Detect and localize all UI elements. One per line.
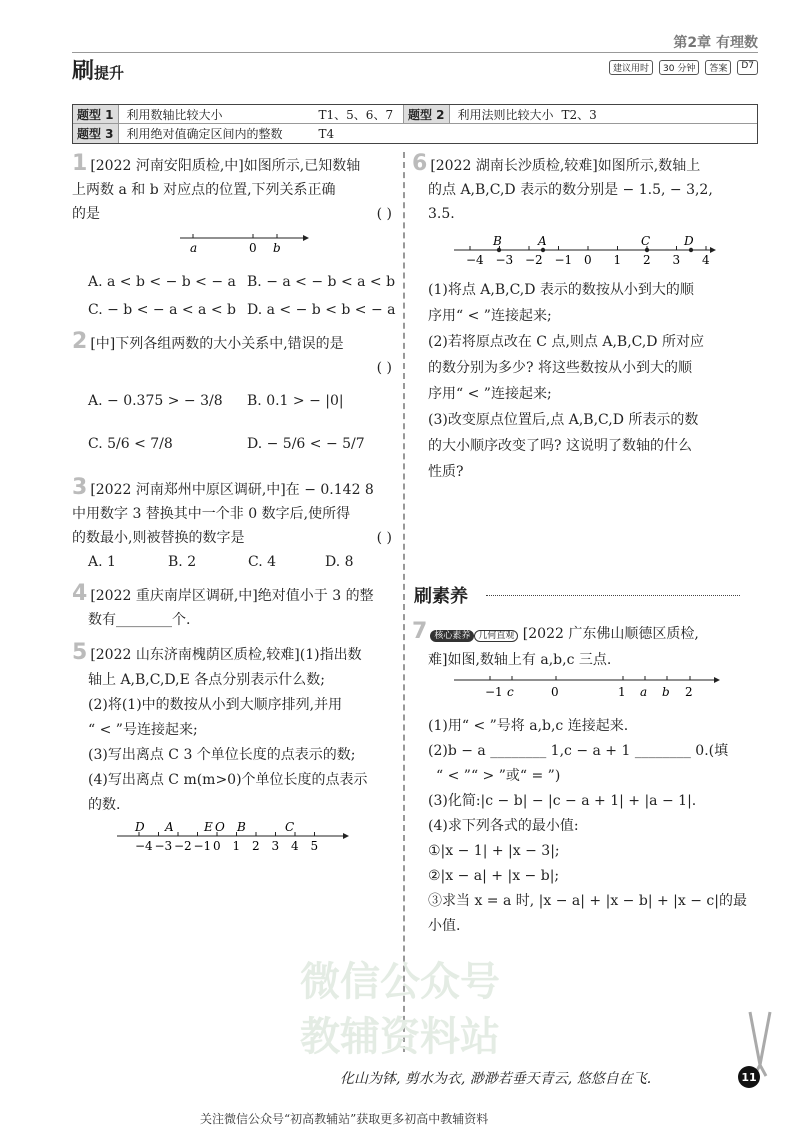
tick-label: −2 (174, 839, 192, 853)
svg-text:C: C (285, 822, 295, 834)
q1-option-b: B. − a < − b < a < b (247, 274, 396, 290)
svg-text:A: A (165, 822, 174, 834)
header-rule (72, 52, 758, 53)
question-3: 3 [2022 河南郑州中原区调研,中]在 − 0.142 8 中用数字 3 替换其中一个非 0 数字后,使所得 的数最小,则被替换的数字是 ( ) (72, 475, 392, 546)
section-dots (486, 595, 740, 596)
time-value: 30 分钟 (659, 60, 699, 75)
tick-label: 4 (291, 839, 299, 853)
tick-label: −3 (154, 839, 173, 853)
question-6: 6 [2022 湖南长沙质检,较难]如图所示,数轴上 的点 A,B,C,D 表示的数分别是 − 1.5, − 3,2, 3.5. (412, 151, 713, 222)
tick-label: −4 (466, 253, 484, 267)
tick-label: 5 (310, 839, 319, 853)
tick-label: 3 (672, 253, 681, 267)
answer-label: 答案 (705, 60, 731, 75)
q6-number-line (452, 234, 722, 270)
svg-text:D: D (684, 234, 694, 248)
answer-page: D7 (737, 60, 758, 75)
q1-option-c: C. − b < − a < a < b (88, 302, 236, 318)
q2-option-a: A. − 0.375 > − 3/8 (88, 393, 223, 409)
q3-option-d: D. 8 (325, 554, 354, 570)
tick-label: 0 (551, 685, 559, 699)
footer-note: 关注微信公众号“初高教辅站”获取更多初高中教辅资料 (200, 1112, 489, 1126)
question-7: 7 核心素养 几何直观 [2022 广东佛山顺德区质检, 难]如图,数轴上有 a,b,c 三点. (412, 619, 699, 668)
point-dot (497, 248, 501, 252)
tick-label: −1 (193, 839, 212, 853)
tick-label: −4 (135, 839, 153, 853)
tick-label: 0 (584, 253, 592, 267)
tick-label: b (662, 685, 670, 699)
time-label: 建议用时 (609, 60, 653, 75)
q3-option-a: A. 1 (88, 554, 116, 570)
point-dot (689, 248, 693, 252)
section-title: 刷素养 (414, 586, 468, 607)
tick-label: 4 (702, 253, 710, 267)
point-dot (541, 248, 545, 252)
q7-parts: (1)用“ < ”号将 a,b,c 连接起来. (2)b − a ________ 1,c − a + 1 ________ 0.(填 “ < ”“ > ”或“ = ”) (3)化简:|c − b| − |c − a + 1| + |a − 1|. (4)求下列各式的最小值: ①|x − 1| + |x − 3|; ②|x − a| + |x − b|; ③求当 x = a 时, |x − a| + |x − b| + |x − c|的最 小值. (428, 718, 747, 934)
tick-label: 1 (232, 839, 241, 853)
svg-text:B: B (493, 234, 502, 248)
tick-label: −1 (554, 253, 573, 267)
tick-label: 2 (685, 685, 693, 699)
question-1: 1 [2022 河南安阳质检,中]如图所示,已知数轴 上两数 a 和 b 对应点的位置,下列关系正确 的是 ( ) (72, 151, 392, 222)
tick-label: −2 (525, 253, 543, 267)
svg-text:b: b (273, 241, 281, 255)
point-dot (645, 248, 649, 252)
q2-option-b: B. 0.1 > − |0| (247, 393, 344, 409)
tick-label: 0 (213, 839, 221, 853)
chapter-title: 第2章 有理数 (673, 35, 758, 51)
q6-parts: (1)将点 A,B,C,D 表示的数按从小到大的顺 序用“ < ”连接起来; (2)若将原点改在 C 点,则点 A,B,C,D 所对应 的数分别为多少? 将这些数按从小到大的顺 序用“ < ”连接起来; (3)改变原点位置后,点 A,B,C,D 所表示的数 的大小顺序改变了吗? 这说明了数轴的什么 性质? (428, 282, 704, 480)
q1-number-line (175, 226, 315, 256)
q7-number-line (452, 672, 732, 704)
svg-text:E: E (204, 822, 213, 834)
tick-label: 2 (252, 839, 260, 853)
question-2: 2 [中]下列各组两数的大小关系中,错误的是 ( ) (72, 329, 392, 376)
q5-number-line (115, 822, 355, 856)
q2-option-c: C. 5/6 < 7/8 (88, 436, 173, 452)
question-types-table: 题型 1 利用数轴比较大小 T1、5、6、7 题型 2 利用法则比较大小 T2、3 题型 3 利用绝对值确定区间内的整数 T4 (72, 104, 758, 144)
svg-text:A: A (538, 234, 547, 248)
svg-text:a: a (190, 241, 198, 255)
brand: 刷提升 (72, 59, 125, 84)
q3-option-b: B. 2 (168, 554, 197, 570)
tick-label: 3 (271, 839, 280, 853)
tick-label: 2 (643, 253, 651, 267)
column-divider (403, 152, 405, 1052)
tick-label: −1 (485, 685, 503, 699)
svg-text:C: C (641, 234, 651, 248)
svg-text:B: B (237, 822, 246, 834)
svg-text:O: O (215, 822, 225, 834)
question-5: 5 [2022 山东济南槐荫区质检,较难](1)指出数 轴上 A,B,C,D,E 各点分别表示什么数; (2)将(1)中的数按从小到大顺序排列,并用 “ < ”号连接起来; (3)写出离点 C 3 个单位长度的点表示的数; (4)写出离点 C m(m>0)个单位长度的点表示 的数. (72, 640, 368, 813)
q3-option-c: C. 4 (248, 554, 277, 570)
tick-label: −3 (495, 253, 514, 267)
watermark-line-2: 教辅资料站 (300, 1014, 500, 1060)
tick-label: 1 (618, 685, 626, 699)
q2-option-d: D. − 5/6 < − 5/7 (247, 436, 365, 452)
tick-label: 1 (613, 253, 622, 267)
tick-label: a (640, 685, 648, 699)
watermark-line-1: 微信公众号 (300, 959, 500, 1005)
footer-poem: 化山为钵, 剪水为衣, 渺渺若垂天青云, 悠悠自在飞. (340, 1071, 652, 1087)
tick-label: c (507, 685, 514, 699)
time-info (609, 60, 758, 75)
svg-text:D: D (135, 822, 145, 834)
question-4: 4 [2022 重庆南岸区调研,中]绝对值小于 3 的整 数有________个. (72, 581, 374, 628)
page-number: 11 (738, 1066, 760, 1088)
q1-option-d: D. a < − b < b < − a (247, 302, 396, 318)
svg-text:0: 0 (249, 241, 257, 255)
q1-option-a: A. a < b < − b < − a (88, 274, 236, 290)
